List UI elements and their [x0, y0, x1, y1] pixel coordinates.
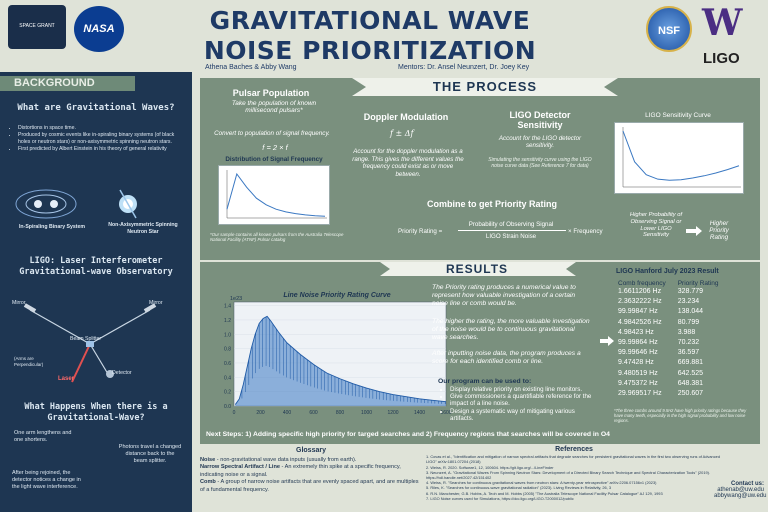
ligo-curve-title: LIGO Sensitivity Curve: [645, 112, 711, 119]
table-row: [612, 379, 725, 389]
y-tick-label: 1.0: [224, 332, 231, 339]
signal-dist-chart: [218, 165, 330, 225]
contact-email-1[interactable]: athenab@uw.edu: [717, 487, 764, 493]
table-row: [612, 287, 725, 297]
doppler-title: Doppler Modulation: [363, 112, 449, 122]
process-footnote: *Our sample contains all known pulsars from the Australia Telescope National Facility (ATNF) Pulsar catalog: [210, 232, 344, 243]
what-title: What are Gravitational Waves?: [17, 103, 175, 113]
higher-rating-text: Higher Priority Rating: [709, 220, 729, 241]
pulsar-text: Take the population of known millisecond pulsars*: [231, 100, 317, 114]
x-tick-label: 1400: [413, 410, 426, 416]
binary-caption: In-Spiraling Binary System: [18, 224, 85, 230]
cell-priority-rating: 642.525: [677, 369, 704, 377]
x-tick-label: 800: [335, 410, 345, 416]
cell-comb-frequency: 99.99864 Hz: [618, 339, 658, 347]
happens-title: What Happens When there is a Gravitational-Wave?: [24, 402, 168, 423]
formula-rhs: × Frequency: [568, 228, 603, 235]
reference-item: 1. Covas et al., "Identification and mitigation of narrow spectral artifacts that degrade searches for persistent gravitational waves in the first two observing runs of Advanced LIGO" arXiv:1801.07204 (2018): [426, 454, 720, 465]
series-line: [227, 174, 325, 216]
contact: [714, 481, 767, 499]
ligo-title: LIGO: Laser Interferometer Gravitational-wave Observatory: [19, 256, 173, 277]
cell-comb-frequency: 9.480519 Hz: [618, 369, 658, 377]
table-row: [612, 369, 725, 379]
glossary-noise: [200, 457, 422, 465]
def-noise: - non-gravitational wave data inputs (usually from earth).: [215, 456, 357, 463]
cell-comb-frequency: 2.3632222 Hz: [618, 298, 662, 306]
contact-email-2[interactable]: abbywang@uw.edu: [714, 493, 767, 499]
table-row: [612, 338, 725, 348]
cell-comb-frequency: 9.47428 Hz: [618, 359, 654, 367]
used-item: • Design a systematic way of mitigating various artifacts.: [450, 408, 598, 422]
used-title: Our program can be used to:: [438, 378, 532, 385]
space-grant-logo: [8, 5, 66, 49]
reference-item: 2. Weiss, R. 2020. Software1, 12, 100604. https://git.ligo.org/.../LineFinder: [426, 464, 554, 470]
used-item: • Display relative priority on existing line monitors.: [450, 386, 598, 393]
table-title: LIGO Hanford July 2023 Result: [616, 268, 719, 275]
background-banner: BACKGROUND: [0, 76, 135, 91]
cell-priority-rating: 70.232: [677, 339, 700, 347]
reference-item: 6. R.N. Manchester, G.B. Hobbs, A. Teoh and M. Hobbs (2005) "The Australia Telescope National Facility Pulsar Catalogue" AJ 129, 1993: [426, 490, 663, 496]
reference-item: 7. LIGO Noise curves used for Simulations, https://dcc.ligo.org/LIGO-T2000012/public: [426, 495, 574, 501]
pulsar-title: Pulsar Population: [232, 88, 310, 98]
cell-priority-rating: 36.597: [677, 349, 700, 357]
y-tick-label: 0.4: [224, 375, 231, 382]
next-steps: Next Steps: 1) Adding specific high priority for targed searches and 2) Frequency regions that searches will be covered in O4: [206, 431, 610, 438]
neutron-star-image: [108, 186, 148, 222]
process-title: THE PROCESS: [432, 79, 538, 94]
ligo-logo: LIGO: [703, 50, 740, 67]
authors: Athena Baches & Abby Wang: [205, 64, 297, 71]
higher-prob-text: Higher Probability of Observing Signal or Lower LIGO Sensitivity: [629, 212, 683, 239]
x-tick-label: 400: [282, 410, 292, 416]
detector-label: Detector: [112, 370, 132, 376]
chart-exponent: 1e23: [230, 296, 243, 302]
combine-title: Combine to get Priority Rating: [426, 199, 557, 209]
space-grant-logo-text: SPACE GRANT: [19, 23, 55, 29]
reference-item: 3. Neunzert, A. "Gravitational Waves From Spinning Neutron Stars: Development of a Directed Binary Search Technique and Spectral Characterization Tools" (2019). https://hdl.handle.net/2027.42/151402: [426, 469, 711, 481]
y-tick-label: 0.8: [224, 346, 231, 353]
poster-title-line2: NOISE PRIORITIZATION: [203, 36, 537, 65]
star-caption: Non-Axisymmetric Spinning Neutron Star: [108, 222, 178, 235]
what-bullet: • Distortions in space time.: [18, 125, 180, 132]
results-title: RESULTS: [445, 262, 509, 276]
happens-step2: Photons travel a changed distance back to the beam splitter.: [118, 444, 182, 464]
cell-comb-frequency: 1.6611206 Hz: [618, 288, 662, 295]
chart-title: Line Noise Priority Rating Curve: [283, 292, 391, 299]
ligo-sens-text2: Simulating the sensitivity curve using the LIGO noise curve data (See Reference 7 for data): [488, 157, 592, 169]
cell-comb-frequency: 99.99847 Hz: [618, 308, 658, 316]
glossary: [200, 447, 422, 495]
results-p1: The Priority rating produces a numerical value to represent how valuable investigation of a certain noise line or comb would be.: [432, 284, 576, 307]
y-tick-label: 1.4: [224, 303, 231, 310]
term-nsa: Narrow Spectral Artifact / Line: [200, 464, 280, 471]
glossary-title: Glossary: [296, 447, 326, 454]
reference-item: 4. Weiss, R. "Searches for continuous gravitational waves from neutron stars: A twenty-year retrospective" arXiv:2206.07156v1 (2023): [426, 480, 657, 486]
svg-text:f ± Δf: f ± Δf: [390, 129, 414, 138]
table-note: *The three combs around 9.5Hz have high priority ratings because they have many teeth, especially in the high signal probability and low noise regions.: [614, 408, 747, 423]
series-line: [623, 131, 739, 180]
contact-title: Contact us:: [731, 481, 764, 487]
table-row: [612, 307, 725, 317]
formula-signal: f = 2 × f: [262, 143, 288, 152]
table-row: [612, 348, 725, 358]
glossary-comb: [200, 479, 422, 494]
mirror-left-label: Mirror: [12, 300, 26, 306]
x-tick-label: 1600: [440, 410, 452, 416]
references-title: References: [555, 446, 593, 453]
x-tick-label: 1200: [387, 410, 399, 416]
priority-rating-chart: [206, 288, 454, 420]
mentors: Mentors: Dr. Ansel Neunzert, Dr. Joey Key: [398, 64, 530, 71]
cell-comb-frequency: 4.98423 Hz: [618, 328, 654, 336]
happens-step1: One arm lengthens and one shortens.: [14, 430, 72, 443]
cell-comb-frequency: 29.969517 Hz: [618, 390, 662, 398]
cell-priority-rating: 80.799: [677, 318, 700, 326]
signal-dist-title: Distribution of Signal Frequency: [225, 156, 323, 163]
table-row: [612, 358, 725, 368]
binary-system-image: [12, 184, 80, 224]
what-bullet: • Produced by cosmic events like in-spiraling binary systems (of black holes or neutron stars) or non-axisymmetric spinning neutron stars.: [18, 132, 180, 146]
table-row: [612, 318, 725, 328]
uw-logo: W: [702, 2, 743, 44]
beam-splitter-label: Beam Splitter: [70, 336, 102, 342]
cell-priority-rating: 669.881: [677, 359, 704, 367]
ligo-sens-title: LIGO Detector Sensitivity: [509, 110, 571, 130]
happens-step3: After being rejoined, the detector notices a change in the light wave interference.: [12, 470, 81, 490]
col-priority-rating: Priority Rating: [677, 280, 719, 287]
term-noise: Noise: [200, 456, 216, 463]
results-table: [612, 280, 725, 399]
col-comb-frequency: Comb frequency: [618, 280, 666, 287]
formula-den: LIGO Strain Noise: [485, 233, 537, 240]
cell-priority-rating: 648.381: [677, 379, 704, 387]
formula-num: Probability of Observing Signal: [468, 221, 554, 228]
poster-title: [190, 6, 550, 66]
x-tick-label: 0: [232, 410, 236, 416]
def-comb: - A group of narrow noise artifacts that are evenly spaced apart, and are multiples of a fundamental frequency.: [200, 479, 419, 493]
what-bullets: [10, 125, 180, 153]
y-tick-label: 0.2: [224, 389, 231, 396]
arms-note: (Arms are Perpendicular): [14, 356, 44, 367]
mirror-right-label: Mirror: [149, 300, 163, 306]
doppler-text: Account for the doppler modulation as a range. This gives the different values the frequency could exist as or move between.: [352, 148, 464, 178]
table-row: [612, 389, 725, 399]
cell-priority-rating: 250.607: [677, 390, 704, 398]
y-tick-label: 1.2: [224, 317, 231, 324]
def-nsa: - An extremely thin spike at a specific frequency, indicating noise or a signal.: [200, 464, 401, 478]
results-p2: The higher the rating, the more valuable investigation of the noise would be to continuous gravitational wave searches.: [432, 318, 590, 341]
what-bullet: • First predicted by Albert Einstein in his theory of general relativity: [18, 146, 180, 153]
cell-comb-frequency: 99.99646 Hz: [618, 349, 658, 357]
term-comb: Comb: [200, 479, 216, 486]
poster-title-line1: GRAVITATIONAL WAVE: [209, 6, 531, 35]
glossary-nsa: [200, 464, 422, 479]
nasa-logo-text: NASA: [83, 23, 115, 35]
doppler-formula-image: [388, 124, 428, 142]
reference-item: 5. Riles, K. "Searches for continuous-wave gravitational radiation" (2023). Living Reviews in Relativity, 26, 3: [426, 485, 611, 491]
x-tick-label: 200: [256, 410, 265, 416]
ligo-curve-chart: [614, 122, 744, 194]
references: [426, 447, 722, 501]
results-p3: After inputting noise data, the program produces a score for each identified comb or line.: [432, 350, 581, 365]
cell-priority-rating: 138.044: [677, 308, 704, 316]
used-item: • Give commissioners a quantifiable reference for the impact of a line noise.: [450, 393, 598, 407]
cell-priority-rating: 3.988: [677, 328, 696, 336]
x-tick-label: 1000: [360, 410, 373, 416]
convert-text: Convert to population of signal frequency.: [214, 130, 330, 137]
used-list: [442, 386, 598, 422]
nsf-logo-text: NSF: [658, 25, 680, 37]
table-row: [612, 328, 725, 338]
interferometer-diagram: [0, 296, 192, 392]
cell-priority-rating: 328.779: [677, 288, 704, 295]
x-tick-label: 600: [309, 410, 318, 416]
cell-comb-frequency: 4.9842526 Hz: [618, 318, 662, 326]
laser-label: Laser: [58, 376, 75, 382]
nsf-logo: [646, 6, 692, 52]
formula-lhs: Priority Rating =: [398, 228, 443, 235]
ligo-sens-text1: Account for the LIGO detector sensitivity.: [498, 135, 582, 149]
formula-divider: [458, 230, 566, 231]
y-tick-label: 0.6: [224, 360, 231, 367]
cell-priority-rating: 23.234: [677, 298, 700, 306]
cell-comb-frequency: 9.475372 Hz: [618, 379, 658, 387]
table-row: [612, 297, 725, 307]
nasa-logo: [74, 6, 124, 52]
y-tick-label: 0.0: [224, 404, 231, 410]
